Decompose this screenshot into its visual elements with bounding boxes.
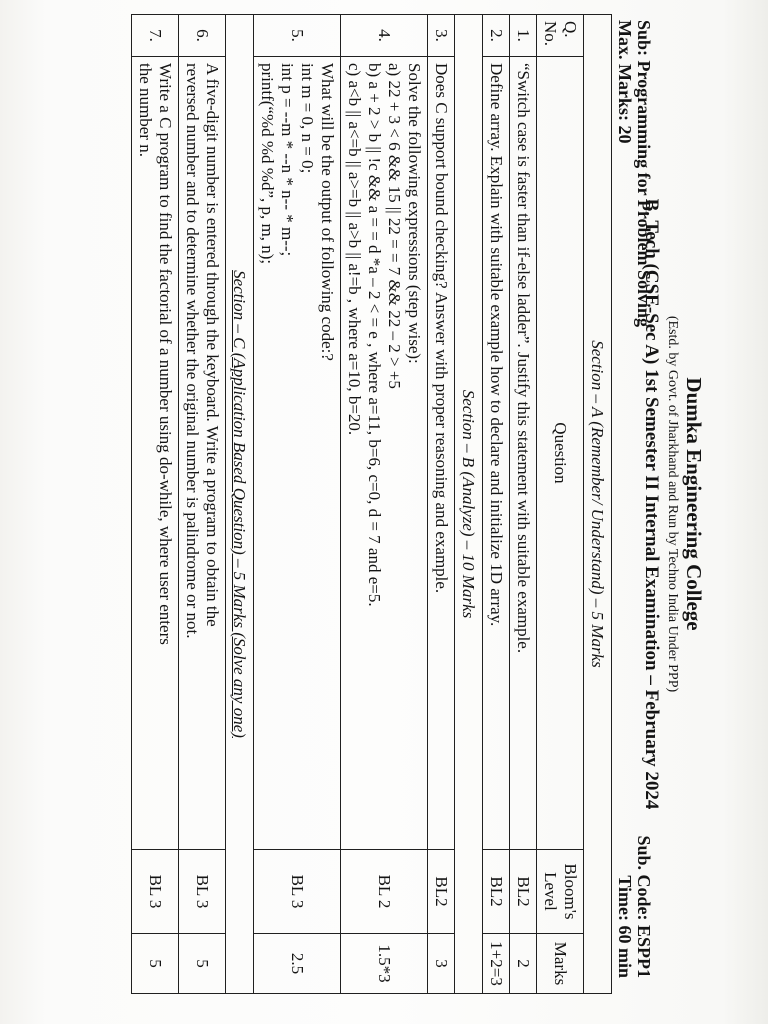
section-a-heading: Section – A (Remember/ Understand) – 5 Marks <box>584 15 612 994</box>
question-number: 6. <box>179 15 226 57</box>
question-row-3 <box>428 15 455 994</box>
bloom-level: BL2 <box>483 849 510 933</box>
bloom-level: BL 3 <box>179 849 226 933</box>
question-table <box>131 14 612 994</box>
question-text <box>179 57 226 850</box>
question-line: int m = 0, n = 0; <box>298 63 317 174</box>
question-number: 5. <box>254 15 341 57</box>
section-c-heading <box>226 15 254 994</box>
question-line: a) 22 + 3 < 6 && 15 || 22 = = 7 && 22 – 2 > +5 <box>385 63 404 389</box>
question-text <box>132 57 179 850</box>
question-line: Solve the following expressions (step wise): <box>405 63 424 364</box>
question-number: 3. <box>428 15 455 57</box>
question-marks: 1.5*3 <box>341 933 428 993</box>
bloom-level: BL2 <box>510 849 537 933</box>
col-question: Question <box>537 57 584 850</box>
question-line: Write a C program to find the factorial of a number using do-while, where user enters <box>156 63 175 645</box>
question-text <box>483 57 510 850</box>
col-bloom: Bloom's Level <box>537 849 584 933</box>
question-text <box>254 57 341 850</box>
exam-title: B. Tech (CSE-Sec A) 1st Semester II Internal Examination – February 2024 <box>641 198 662 810</box>
bloom-level: BL2 <box>428 849 455 933</box>
question-line: the number n. <box>136 63 155 157</box>
question-row-1 <box>510 15 537 994</box>
question-marks: 5 <box>179 933 226 993</box>
question-text <box>510 57 537 850</box>
question-line: reversed number and to determine whether the original number is palindrome or not. <box>183 63 202 639</box>
question-line: A five-digit number is entered through the keyboard. Write a program to obtain the <box>203 63 222 627</box>
question-line: What will be the output of following code:? <box>318 63 337 361</box>
question-line: “Switch case is faster than if-else ladder”. Justify this statement with suitable example. <box>514 63 533 654</box>
question-number: 1. <box>510 15 537 57</box>
question-row-6 <box>179 15 226 994</box>
question-line: b) a + 2 > b || !c && a = = d *a – 2 < = e , where a=11, b=6, c=0, d = 7 and e=5. <box>365 63 384 607</box>
question-line: int p = --m * --n * n-- * m--; <box>278 63 297 257</box>
col-qno: Q. No. <box>537 15 584 57</box>
question-row-2 <box>483 15 510 994</box>
question-line: Does C support bound checking? Answer with proper reasoning and example. <box>432 63 451 594</box>
question-line: Define array. Explain with suitable example how to declare and initialize 1D array. <box>487 63 506 627</box>
question-line: printf(“%d %d %d”, p, m, n); <box>258 63 277 265</box>
column-header-row <box>537 15 584 994</box>
question-marks: 2.5 <box>254 933 341 993</box>
bloom-level: BL 2 <box>341 849 428 933</box>
question-line: c) a<b || a<=b || a>=b || a>b || a!=b , where a=10, b=20. <box>345 63 364 436</box>
question-number: 4. <box>341 15 428 57</box>
section-b-heading: Section – B (Analyze) – 10 Marks <box>455 15 483 994</box>
question-number: 2. <box>483 15 510 57</box>
subject-name: Sub: Programming for Problem Solving <box>634 20 654 328</box>
bloom-level: BL 3 <box>254 849 341 933</box>
question-marks: 2 <box>510 933 537 993</box>
max-marks: Max. Marks: 20 <box>615 20 635 144</box>
bloom-level: BL 3 <box>132 849 179 933</box>
paper-header <box>615 14 710 994</box>
section-a-row <box>584 15 612 994</box>
establishment-note: (Estd. by Govt. of Jharkhand and Run by Techno India Under PPP) <box>665 315 680 693</box>
time-allowed: Time: 60 min <box>615 875 635 978</box>
section-c-row <box>226 15 254 994</box>
college-name: Dumka Engineering College <box>682 377 706 631</box>
col-marks: Marks <box>537 933 584 993</box>
question-text <box>341 57 428 850</box>
question-row-4 <box>341 15 428 994</box>
section-b-row <box>455 15 483 994</box>
question-marks: 1+2=3 <box>483 933 510 993</box>
question-marks: 5 <box>132 933 179 993</box>
question-row-7 <box>132 15 179 994</box>
question-paper <box>60 14 710 994</box>
question-text <box>428 57 455 850</box>
section-c-heading-text: Section – C (Application Based Question) – 5 Marks (Solve any one) <box>230 270 250 738</box>
question-marks: 3 <box>428 933 455 993</box>
question-number: 7. <box>132 15 179 57</box>
question-row-5 <box>254 15 341 994</box>
subject-code: Sub. Code: ESPP1 <box>634 835 654 978</box>
